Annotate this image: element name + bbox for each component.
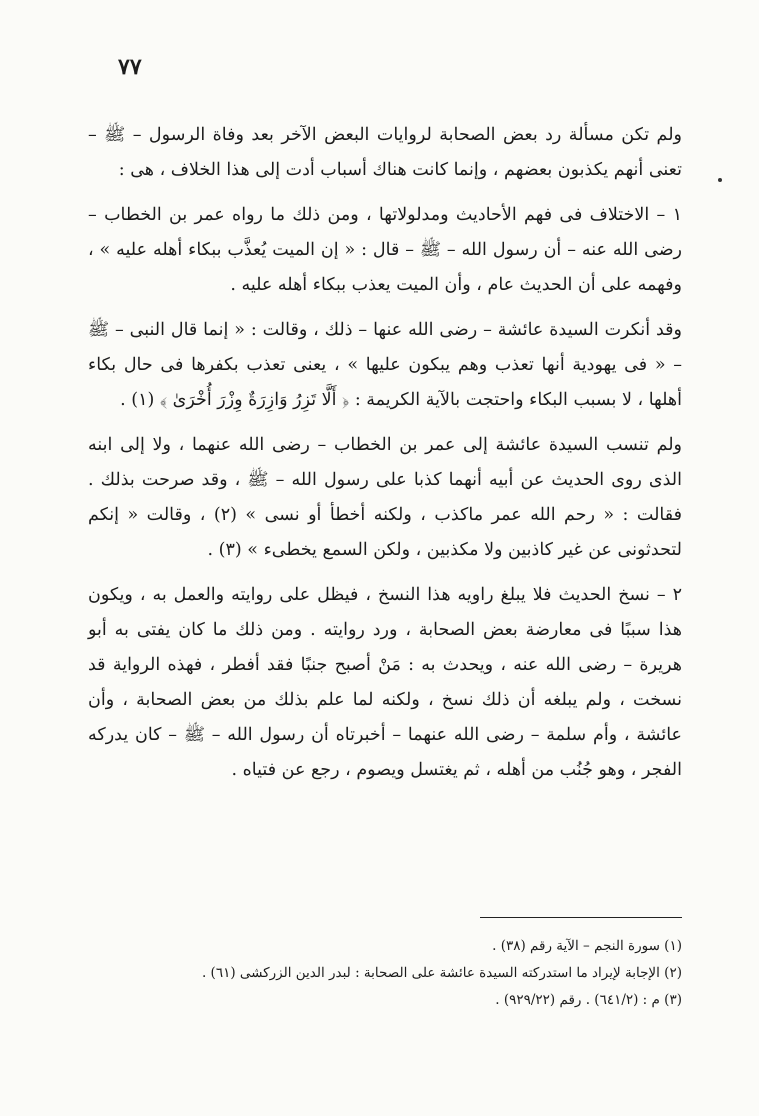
footnote-2: (٢) الإجابة لإيراد ما استدركته السيدة عائشة على الصحابة : لبدر الدين الزركشى (٦١) . xyxy=(201,965,682,981)
footnote-separator xyxy=(480,917,682,918)
paragraph-5: ٢ – نسخ الحديث فلا يبلغ راويه هذا النسخ ، فيظل على روايته والعمل به ، ويكون هذا سببًا فى معارضة بعض الصحابة ، ورد روايته . ومن ذلك ما كان يفتى به أبو هريرة – رضى الله عنه ، ويحدث به : مَنْ أصبح جنبًا فقد أفطر ، فهذه الرواية قد نسخت ، ولم يبلغه أن ذلك نسخ ، ولكنه لما علم بذلك من بعض الصحابة ، وأن عائشة ، وأم سلمة – رضى الله عنهما – أخبرتاه أن رسول الله – ﷺ – كان يدركه الفجر ، وهو جُنُب من أهله ، ثم يغتسل ويصوم ، رجع عن فتياه . xyxy=(88,585,682,780)
margin-mark xyxy=(718,178,722,182)
footnote-1: (١) سورة النجم – الآية رقم (٣٨) . xyxy=(492,938,682,954)
paragraph-2: ١ – الاختلاف فى فهم الأحاديث ومدلولاتها ، ومن ذلك ما رواه عمر بن الخطاب – رضى الله عنه – أن رسول الله – ﷺ – قال : « إن الميت يُعذَّب ببكاء أهله عليه » ، وفهمه على أن الحديث عام ، وأن الميت يعذب ببكاء أهله عليه . xyxy=(88,205,683,295)
page-number: ٧٧ xyxy=(118,54,142,80)
paragraph-4: ولم تنسب السيدة عائشة إلى عمر بن الخطاب – رضى الله عنهما ، ولا إلى ابنه الذى روى الحديث عن أبيه أنهما كذبا على رسول الله – ﷺ ، وقد صرحت بذلك . فقالت : « رحم الله عمر ماكذب ، ولكنه أخطأ أو نسى » (٢) ، وقالت « إنكم لتحدثونى عن غير كاذبين ولا مكذبين ، ولكن السمع يخطىء » (٣) . xyxy=(88,435,682,560)
paragraph-3: وقد أنكرت السيدة عائشة – رضى الله عنها – ذلك ، وقالت : « إنما قال النبى – ﷺ – « فى يهودية أنها تعذب وهم يبكون عليها » ، يعنى تعذب بكفرها فى حال بكاء أهلها ، لا بسبب البكاء واحتجت بالآية الكريمة : ﴿ أَلَّا تَزِرُ وَازِرَةٌ وِزْرَ أُخْرَىٰ ﴾ (١) . xyxy=(88,320,682,410)
footnote-3: (٣) م : (٦٤١/٢) . رقم (٩٢٩/٢٢) . xyxy=(495,992,682,1008)
footnotes xyxy=(110,933,682,1014)
paragraph-1: ولم تكن مسألة رد بعض الصحابة لروايات البعض الآخر بعد وفاة الرسول – ﷺ – تعنى أنهم يكذبون بعضهم ، وإنما كانت هناك أسباب أدت إلى هذا الخلاف ، هى : xyxy=(88,125,682,180)
body-text xyxy=(88,118,682,798)
